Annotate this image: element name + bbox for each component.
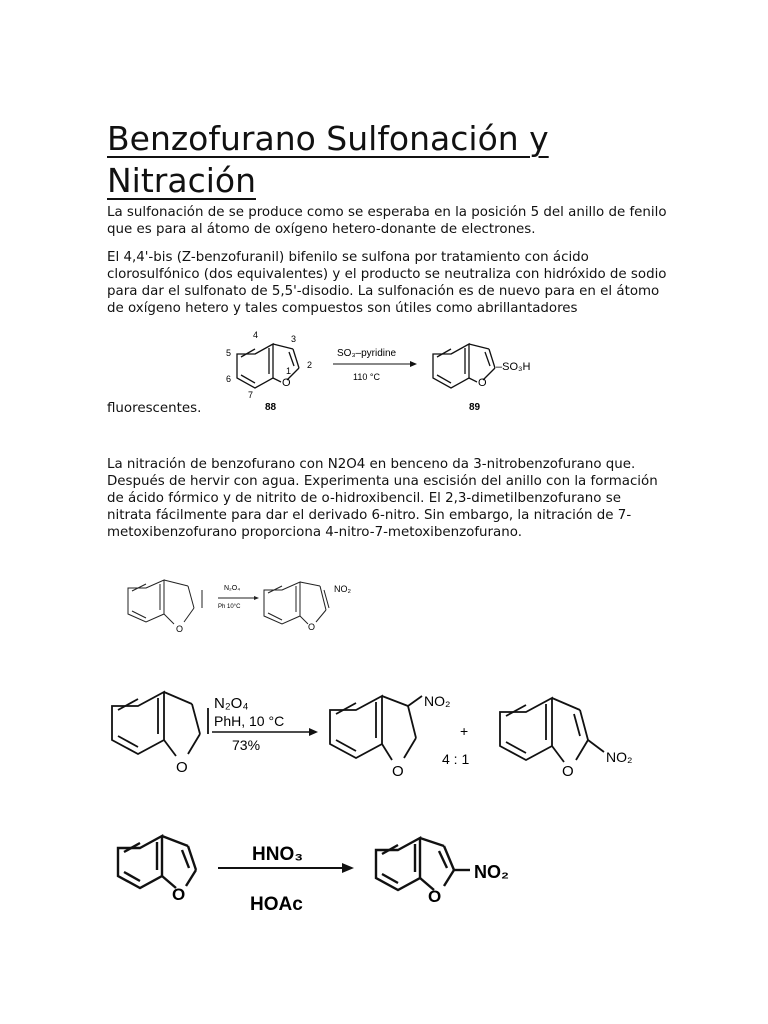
paragraph-fluorescentes: fluorescentes. bbox=[107, 401, 202, 416]
position-6-label: 6 bbox=[226, 374, 232, 384]
nitration-solvent-temp: PhH, 10 °C bbox=[214, 713, 285, 729]
sulfonation-condition: 110 °C bbox=[353, 372, 380, 382]
nitro-group: NO₂ bbox=[474, 862, 509, 882]
position-7-label: 7 bbox=[248, 390, 254, 400]
arrow-head-icon bbox=[254, 596, 259, 600]
isomer-ratio: 4 : 1 bbox=[442, 751, 470, 767]
ring-oxygen-label: O bbox=[176, 759, 188, 776]
reaction-yield: 73% bbox=[232, 737, 261, 753]
nitration-scheme-small bbox=[118, 574, 398, 644]
ring-oxygen-label: O bbox=[428, 887, 442, 906]
ring-oxygen-label: O bbox=[392, 763, 404, 780]
nitric-acid-nitration-scheme bbox=[112, 830, 532, 920]
paragraph-bis-benzofuranyl: El 4,4'-bis (Z-benzofuranil) bifenilo se sulfona por tratamiento con ácido clorosulfónico (dos equivalentes) y el producto se neutraliza con hidróxido de sodio para dar el sulfonato de 5,5'-disodio. La sulfonación es de nuevo para en el átomo de oxígeno hetero y tales compuestos son útiles como abrillantadores bbox=[107, 250, 667, 316]
arrow-head-icon bbox=[309, 728, 318, 736]
plus-sign: + bbox=[460, 723, 469, 739]
nitration-condition: Ph 10°C bbox=[218, 604, 241, 610]
sulfonation-reagent: SO₃–pyridine bbox=[337, 348, 397, 359]
ring-oxygen-label: O bbox=[282, 377, 291, 389]
paragraph-sulfonation-position: La sulfonación de se produce como se esperaba en la posición 5 del anillo de fenilo que es para al átomo de oxígeno hetero-donante de electrones. bbox=[107, 205, 667, 237]
2-nitrobenzofuran-structure bbox=[500, 698, 604, 762]
ring-oxygen-label: O bbox=[478, 377, 487, 389]
position-1-label: 1 bbox=[286, 366, 292, 376]
position-2-label: 2 bbox=[307, 360, 313, 370]
paragraph-nitration: La nitración de benzofurano con N2O4 en benceno da 3-nitrobenzofurano que. Después de hervir con agua. Experimenta una escisión del anillo con la formación de ácido fórmico y de nitrito de o-hidroxibencil. El 2,3-dimetilbenzofurano se nitrata fácilmente para dar el derivado 6-nitro. Sin embargo, la nitración de 7-metoxibenzofurano proporciona 4-nitro-7-metoxibenzofurano. bbox=[107, 457, 658, 540]
nitro-group-2: NO₂ bbox=[606, 749, 633, 765]
2-nitrobenzofuran-structure bbox=[376, 838, 470, 890]
compound-89-label: 89 bbox=[469, 402, 481, 413]
nitration-reagent: N₂O₄ bbox=[214, 695, 249, 712]
arrow-head-icon bbox=[342, 863, 354, 873]
ring-oxygen-label: O bbox=[308, 622, 316, 632]
nitro-group-3: NO₂ bbox=[424, 693, 451, 709]
position-5-label: 5 bbox=[226, 348, 232, 358]
ring-oxygen-label: O bbox=[562, 763, 574, 780]
ring-oxygen-label: O bbox=[176, 624, 184, 634]
benzofuran-structure bbox=[118, 836, 196, 888]
page-title: Benzofurano Sulfonación y Nitración bbox=[107, 119, 549, 200]
arrow-head-icon bbox=[410, 361, 417, 367]
nitrobenzofuran-structure bbox=[264, 582, 329, 624]
ring-oxygen-label: O bbox=[172, 885, 186, 904]
sulfonic-acid-group: –SO₃H bbox=[496, 361, 531, 373]
nitro-group: NO₂ bbox=[334, 584, 351, 594]
nitration-reagent: N₂O₄ bbox=[224, 585, 241, 592]
compound-88-label: 88 bbox=[265, 402, 277, 413]
benzofuran-structure bbox=[112, 692, 208, 756]
benzofuran-structure bbox=[128, 580, 202, 624]
3-nitrobenzofuran-structure bbox=[330, 696, 422, 760]
position-3-label: 3 bbox=[291, 334, 297, 344]
reagent-hoac: HOAc bbox=[250, 894, 303, 915]
position-4-label: 4 bbox=[253, 330, 259, 340]
reagent-hno3: HNO₃ bbox=[252, 844, 304, 865]
nitration-isomers-scheme bbox=[104, 684, 664, 784]
